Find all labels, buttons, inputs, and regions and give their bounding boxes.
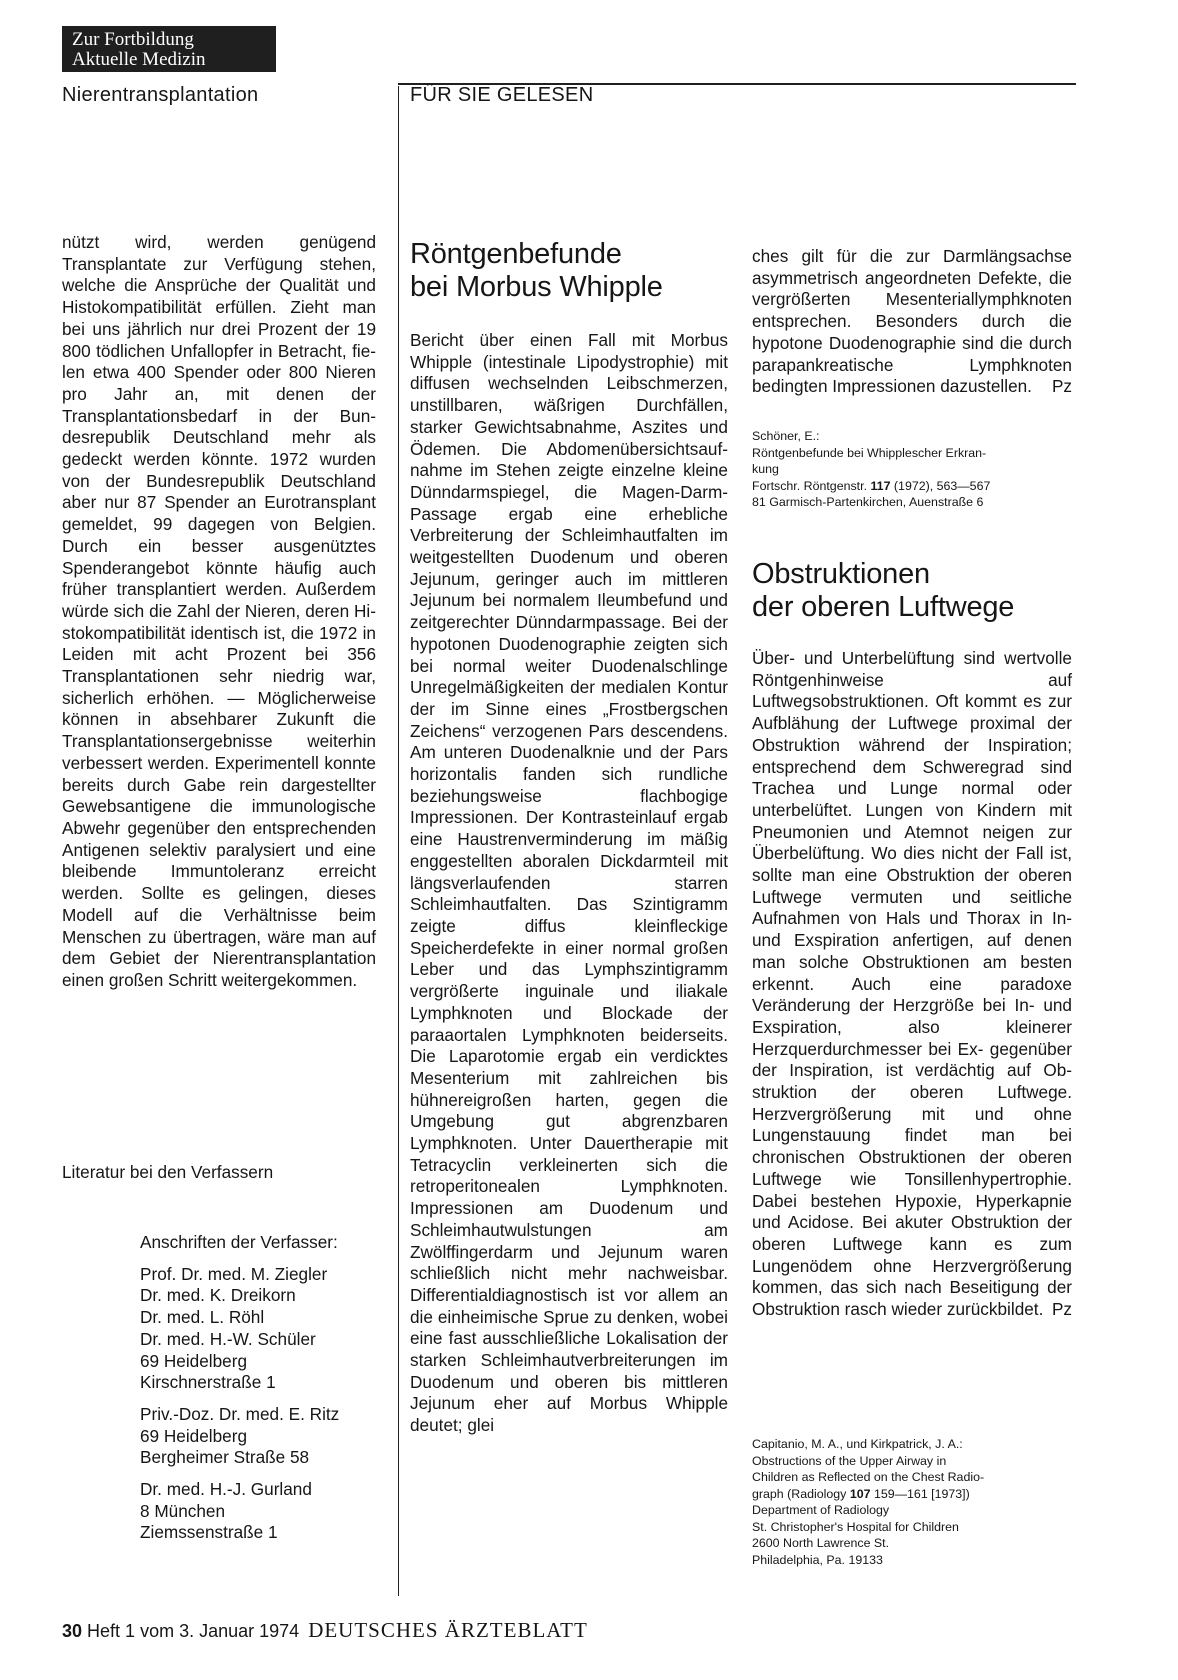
address-group-2 bbox=[140, 1404, 400, 1469]
ref-address-line: Department of Radiology bbox=[752, 1503, 890, 1517]
issue-info: Heft 1 vom 3. Januar 1974 bbox=[87, 1621, 300, 1641]
left-column-body: nützt wird, werden genügend Transplantate zur Verfügung stehen, welche die Ansprüche der Qualität und Histokompatibilität erfüllen. Zieht man bei uns jährlich nur drei Prozent der 19 800 tödlichen Unfallopfer in Betracht, fielen etwa 400 Spender oder 800 Nieren pro Jahr an, mit denen der Transplantationsbedarf in der Bundesrepublik Deutschland mehr als gedeckt werden könnte. 1972 wurden von der Bundesrepublik Deutschland aber nur 87 Spender an Eurotransplant gemeldet, 99 dagegen von Belgien. Durch ein besser ausgenütztes Spenderangebot könnte häufig auch früher transplantiert werden. Außerdem würde sich die Zahl der Nieren, deren Histokompatibilität identisch ist, die 1972 in Leiden mit acht Prozent bei 356 Transplantationen sehr niedrig war, sicherlich erhöhen. — Möglicherweise können in absehbarer Zukunft die Transplantationsergebnisse weiterhin verbessert werden. Experimentell konnte bereits durch Gabe rein dargestellter Gewebsantigene die immunologische Abwehr gegenüber den entsprechenden Antigenen selektiv paralysiert und eine bleibende Immuntoleranz erreicht werden. Sollte es gelingen, dieses Modell auf die Verhältnisse beim Menschen zu übertragen, wäre man auf dem Gebiet der Nierentransplantation einen großen Schritt weitergekommen. bbox=[62, 232, 376, 990]
address-line: Bergheimer Straße 58 bbox=[140, 1447, 310, 1468]
article-2-headline bbox=[752, 558, 1014, 624]
address-line: Dr. med. H.-W. Schüler bbox=[140, 1328, 316, 1349]
article-1-headline-line-1: Röntgenbefunde bbox=[410, 238, 622, 270]
addresses-title: Anschriften der Verfasser: bbox=[140, 1232, 338, 1252]
page-footer bbox=[62, 1618, 588, 1643]
ref-address-line: Philadelphia, Pa. 19133 bbox=[752, 1552, 883, 1567]
article-2-body-text: Über- und Unterbelüftung sind wertvolle Röntgenhinweise auf Luftwegsobstruktionen. Oft kommt es zur Aufblähung der Luftwege proximal der Obstruktion während der Inspiration; entsprechend dem Schweregrad sind Trachea und Lunge normal oder unterbelüftet. Lungen von Kindern mit Pneumonien und Atemnot neigen zur Überbelüftung. Wo dies nicht der Fall ist, sollte man eine Obstruktion der oberen Luftwege vermuten und seitliche Aufnahmen von Hals und Thorax in In- und Exspiration anfertigen, auf denen man solche Obstruktionen am besten erkennt. Auch eine paradoxe Veränderung der Herzgröße bei In- und Exspiration, also kleinerer Herzquerdurchmesser bei Ex- gegenüber der Inspiration, ist verdächtig auf Obstruktion der oberen Luftwege. Herzvergrößerung mit und ohne Lungenstauung findet man bei chronischen Obstruktionen der oberen Luftwege wie Tonsillenhypertrophie. Dabei bestehen Hypoxie, Hyperkapnie und Acidose. Bei akuter Obstruktion der oberen Luftwege kann es zum Lungenödem ohne Herzvergrößerung kommen, das sich nach Beseitigung der Obstruktion rasch wieder zurückbildet. bbox=[752, 648, 1072, 1320]
article-1-headline bbox=[410, 238, 663, 304]
article-1-body-part-2 bbox=[752, 246, 1072, 398]
badge-line-2: Aktuelle Medizin bbox=[72, 49, 206, 70]
right-section-kicker: FÜR SIE GELESEN bbox=[410, 84, 594, 106]
address-line: Kirschnerstraße 1 bbox=[140, 1372, 276, 1393]
ref-volume: 117 bbox=[870, 478, 891, 493]
address-line: Prof. Dr. med. M. Ziegler bbox=[140, 1263, 328, 1284]
article-2-body bbox=[752, 648, 1072, 1321]
address-line: Dr. med. H.-J. Gurland bbox=[140, 1479, 312, 1500]
article-2-headline-line-1: Obstruktionen bbox=[752, 558, 930, 590]
article-1-signature: Pz bbox=[1051, 376, 1072, 397]
page-number: 30 bbox=[62, 1621, 83, 1641]
address-group-1 bbox=[140, 1264, 400, 1394]
article-1-body-part-1: Bericht über einen Fall mit Morbus Whipple (intestinale Lipodystrophie) mit diffusen wechselnden Leibschmerzen, unstillbaren, wäßrigen Durchfällen, starker Gewichtsabnahme, Aszites und Ödemen. Die Abdomenübersichtsaufnahme im Stehen zeigte einzelne kleine Dünndarmspiegel, die Magen-Darm-Passage ergab eine erhebliche Verbreiterung der Schleimhautfalten im weitgestellten Duodenum und oberen Jejunum, geringer auch im mittleren Jejunum bei normalem Ileumbefund und zeitgerechter Dünndarmpassage. Bei der hypotonen Duodenographie zeigten sich bei normal weiter Duodenalschlinge Unregelmäßigkeiten der medialen Kontur der im Sinne eines „Frostbergschen Zeichens“ verzogenen Pars descendens. Am unteren Duodenalknie und der Pars horizontalis fanden sich rundliche beziehungsweise flachbogige Impressionen. Der Kontrasteinlauf ergab eine Haustrenverminderung im mäßig enggestellten aboralen Dickdarmteil mit längsverlaufenden starren Schleimhautfalten. Das Szintigramm zeigte diffus kleinfleckige Speicherdefekte in einer normal großen Leber und das Lymphszintigramm vergrößerte inguinale und iliakale Lymphknoten und Blockade der paraaortalen Lymphknoten beiderseits. Die Laparotomie ergab ein verdicktes Mesenterium mit zahlreichen bis hühnereigroßen harten, gegen die Umgebung gut abgrenzbaren Lymphknoten. Unter Dauertherapie mit Tetracyclin verkleinerten sich die retroperitonealen Lymphknoten. Impressionen am Duodenum und Schleimhautwulstungen am Zwölffingerdarm und Jejunum waren schließlich nicht mehr nachweisbar. Differentialdiagnostisch ist vor allem an die einheimische Sprue zu denken, wobei eine fast ausschließliche Lokalisation der starken Schleimhautverbreiterungen im Duodenum und oberen bis mittleren Jejunum eher auf Morbus Whipple deutet; glei bbox=[410, 330, 728, 1436]
ref-title-rest: 159—161 [1973]) bbox=[873, 1486, 970, 1501]
ref-title-prefix: graph (Radiology bbox=[752, 1486, 847, 1501]
address-line: Dr. med. L. Röhl bbox=[140, 1307, 265, 1328]
article-1-reference bbox=[752, 428, 1072, 511]
address-line: Priv.-Doz. Dr. med. E. Ritz bbox=[140, 1403, 340, 1424]
badge-line-1: Zur Fortbildung bbox=[72, 29, 194, 50]
ref-journal bbox=[752, 478, 1072, 495]
article-2-reference bbox=[752, 1436, 1072, 1568]
ref-address-line: St. Christopher's Hospital for Children bbox=[752, 1519, 959, 1534]
address-line: Dr. med. K. Dreikorn bbox=[140, 1285, 296, 1306]
ref-journal-rest: (1972), 563—567 bbox=[893, 478, 991, 493]
ref-title-line: kung bbox=[752, 462, 779, 476]
ref-title-line bbox=[752, 1486, 1072, 1503]
address-line: Ziemssenstraße 1 bbox=[140, 1522, 278, 1543]
section-badge bbox=[62, 26, 276, 72]
ref-title-line: Children as Reflected on the Chest Radio- bbox=[752, 1470, 985, 1484]
ref-volume: 107 bbox=[849, 1486, 871, 1501]
ref-author: Schöner, E.: bbox=[752, 429, 820, 443]
author-addresses bbox=[140, 1232, 400, 1544]
address-line: 69 Heidelberg bbox=[140, 1425, 248, 1446]
address-line: 69 Heidelberg bbox=[140, 1350, 248, 1371]
article-2-signature: Pz bbox=[1051, 1299, 1072, 1320]
ref-address: 81 Garmisch-Partenkirchen, Auenstraße 6 bbox=[752, 495, 984, 509]
ref-journal-name: Fortschr. Röntgenstr. bbox=[752, 478, 868, 493]
article-2-headline-line-2: der oberen Luftwege bbox=[752, 591, 1015, 623]
left-section-kicker: Nierentransplantation bbox=[62, 84, 259, 106]
ref-title-line: Obstructions of the Upper Airway in bbox=[752, 1453, 947, 1468]
article-1-headline-line-2: bei Morbus Whipple bbox=[410, 271, 663, 303]
address-line: 8 München bbox=[140, 1500, 226, 1521]
address-group-3 bbox=[140, 1479, 400, 1544]
ref-address-line: 2600 North Lawrence St. bbox=[752, 1536, 890, 1550]
literature-note: Literatur bei den Verfassern bbox=[62, 1162, 274, 1182]
article-1-body-part-2-text: ches gilt für die zur Darmlängsachse asymmetrisch angeordneten Defekte, die vergrößerten Mesenteriallymphknoten entsprechen. Besonders durch die hypotone Duodenographie sind die durch parapankreatische Lymphknoten bedingten Impressionen dazustellen. bbox=[752, 246, 1072, 397]
ref-author: Capitanio, M. A., und Kirkpatrick, J. A.: bbox=[752, 1437, 963, 1451]
ref-title-line: Röntgenbefunde bei Whipplescher Erkran- bbox=[752, 445, 987, 460]
masthead: DEUTSCHES ÄRZTEBLATT bbox=[308, 1618, 588, 1642]
